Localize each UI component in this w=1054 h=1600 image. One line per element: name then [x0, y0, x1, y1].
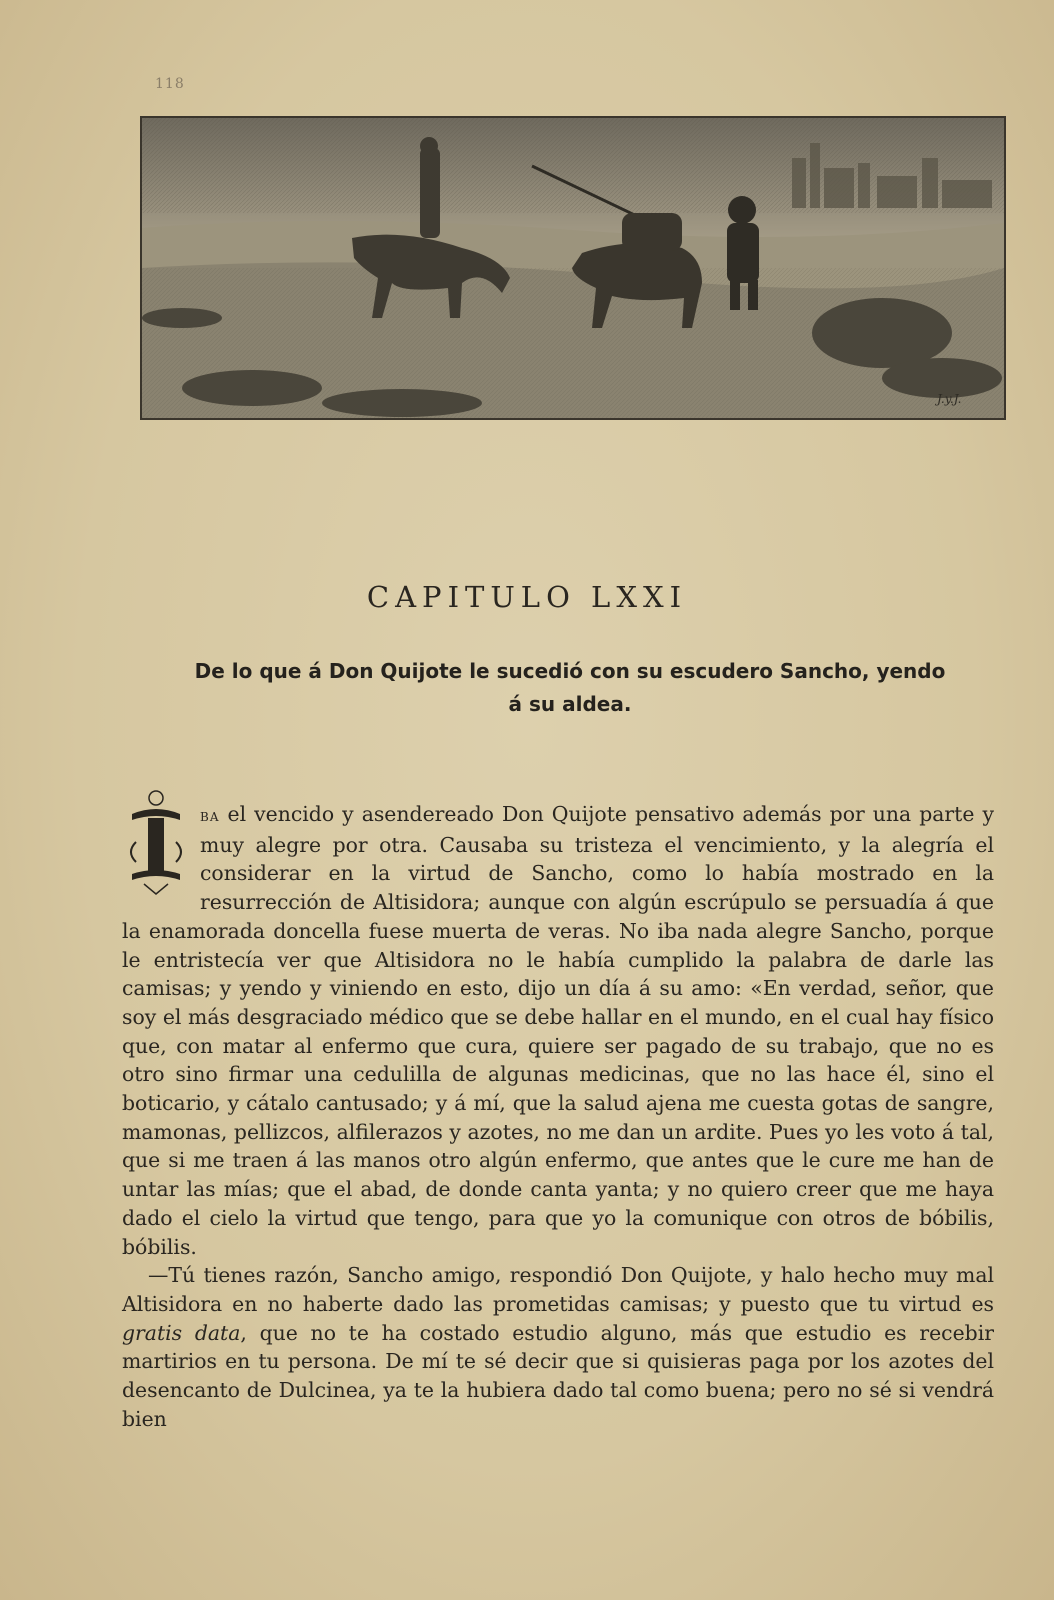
paragraph-2-italic: gratis data	[122, 1320, 241, 1345]
paragraph-2	[122, 1261, 994, 1433]
chapter-title: CAPITULO LXXI	[366, 580, 688, 614]
paragraph-1-text: el vencido y asendereado Don Quijote pensativo además por una parte y muy alegre por otra. Causaba su tristeza el vencimiento, y la alegría el considerar en la virtud de Sancho, como lo había mostrado en la resurrección de Altisidora; aunque con algún escrúpulo se persuadía á que la enamorada doncella fuese muerta de veras. No iba nada alegre Sancho, porque le entristecía ver que Altisidora no le había cumplido la palabra de darle las camisas; y yendo y viniendo en esto, dijo un día á su amo: «En verdad, señor, que soy el más desgraciado médico que se debe hallar en el mundo, en el cual hay físico que, con matar al enfermo que cura, quiere ser pagado de su trabajo, que no es otro sino firmar una cedulilla de algunas medicinas, que no las hace él, sino el boticario, y cátalo cantusado; y á mí, que la salud ajena me cuesta gotas de sangre, mamonas, pellizcos, alfilerazos y azotes, no me dan un ardite. Pues yo les voto á tal, que si me traen á las manos otro algún enfermo, que antes que le cure me han de untar las mías; que el abad, de donde canta yanta; y no quiero creer que me haya dado el cielo la virtud que tengo, para que yo la comunique con otros de bóbilis, bóbilis.	[122, 802, 994, 1259]
engraving-scene	[142, 118, 1004, 418]
page-number: 118	[155, 76, 185, 92]
ornamental-drop-cap-icon	[122, 788, 190, 896]
artist-signature: J.y.J.	[937, 392, 962, 406]
paragraph-1	[122, 800, 994, 1261]
paragraph-2-text-a: —Tú tienes razón, Sancho amigo, respondió Don Quijote, y halo hecho muy mal Altisidora en no haberte dado las prometidas camisas; y puesto que tu virtud es	[122, 1263, 994, 1316]
drop-cap-lead: ba	[200, 806, 220, 826]
chapter-body	[122, 800, 994, 1433]
chapter-subtitle: De lo que á Don Quijote le sucedió con su escudero Sancho, yendo á su aldea.	[194, 659, 946, 716]
drop-cap-letter: I	[155, 857, 157, 859]
paragraph-2-text-b: , que no te ha costado estudio alguno, más que estudio es recebir martirios en tu persona. De mí te sé decir que si quisieras paga por los azotes del desencanto de Dulcinea, ya te la hubiera dado tal como buena; pero no sé si vendrá bien	[122, 1320, 994, 1431]
chapter-illustration	[140, 116, 1006, 420]
